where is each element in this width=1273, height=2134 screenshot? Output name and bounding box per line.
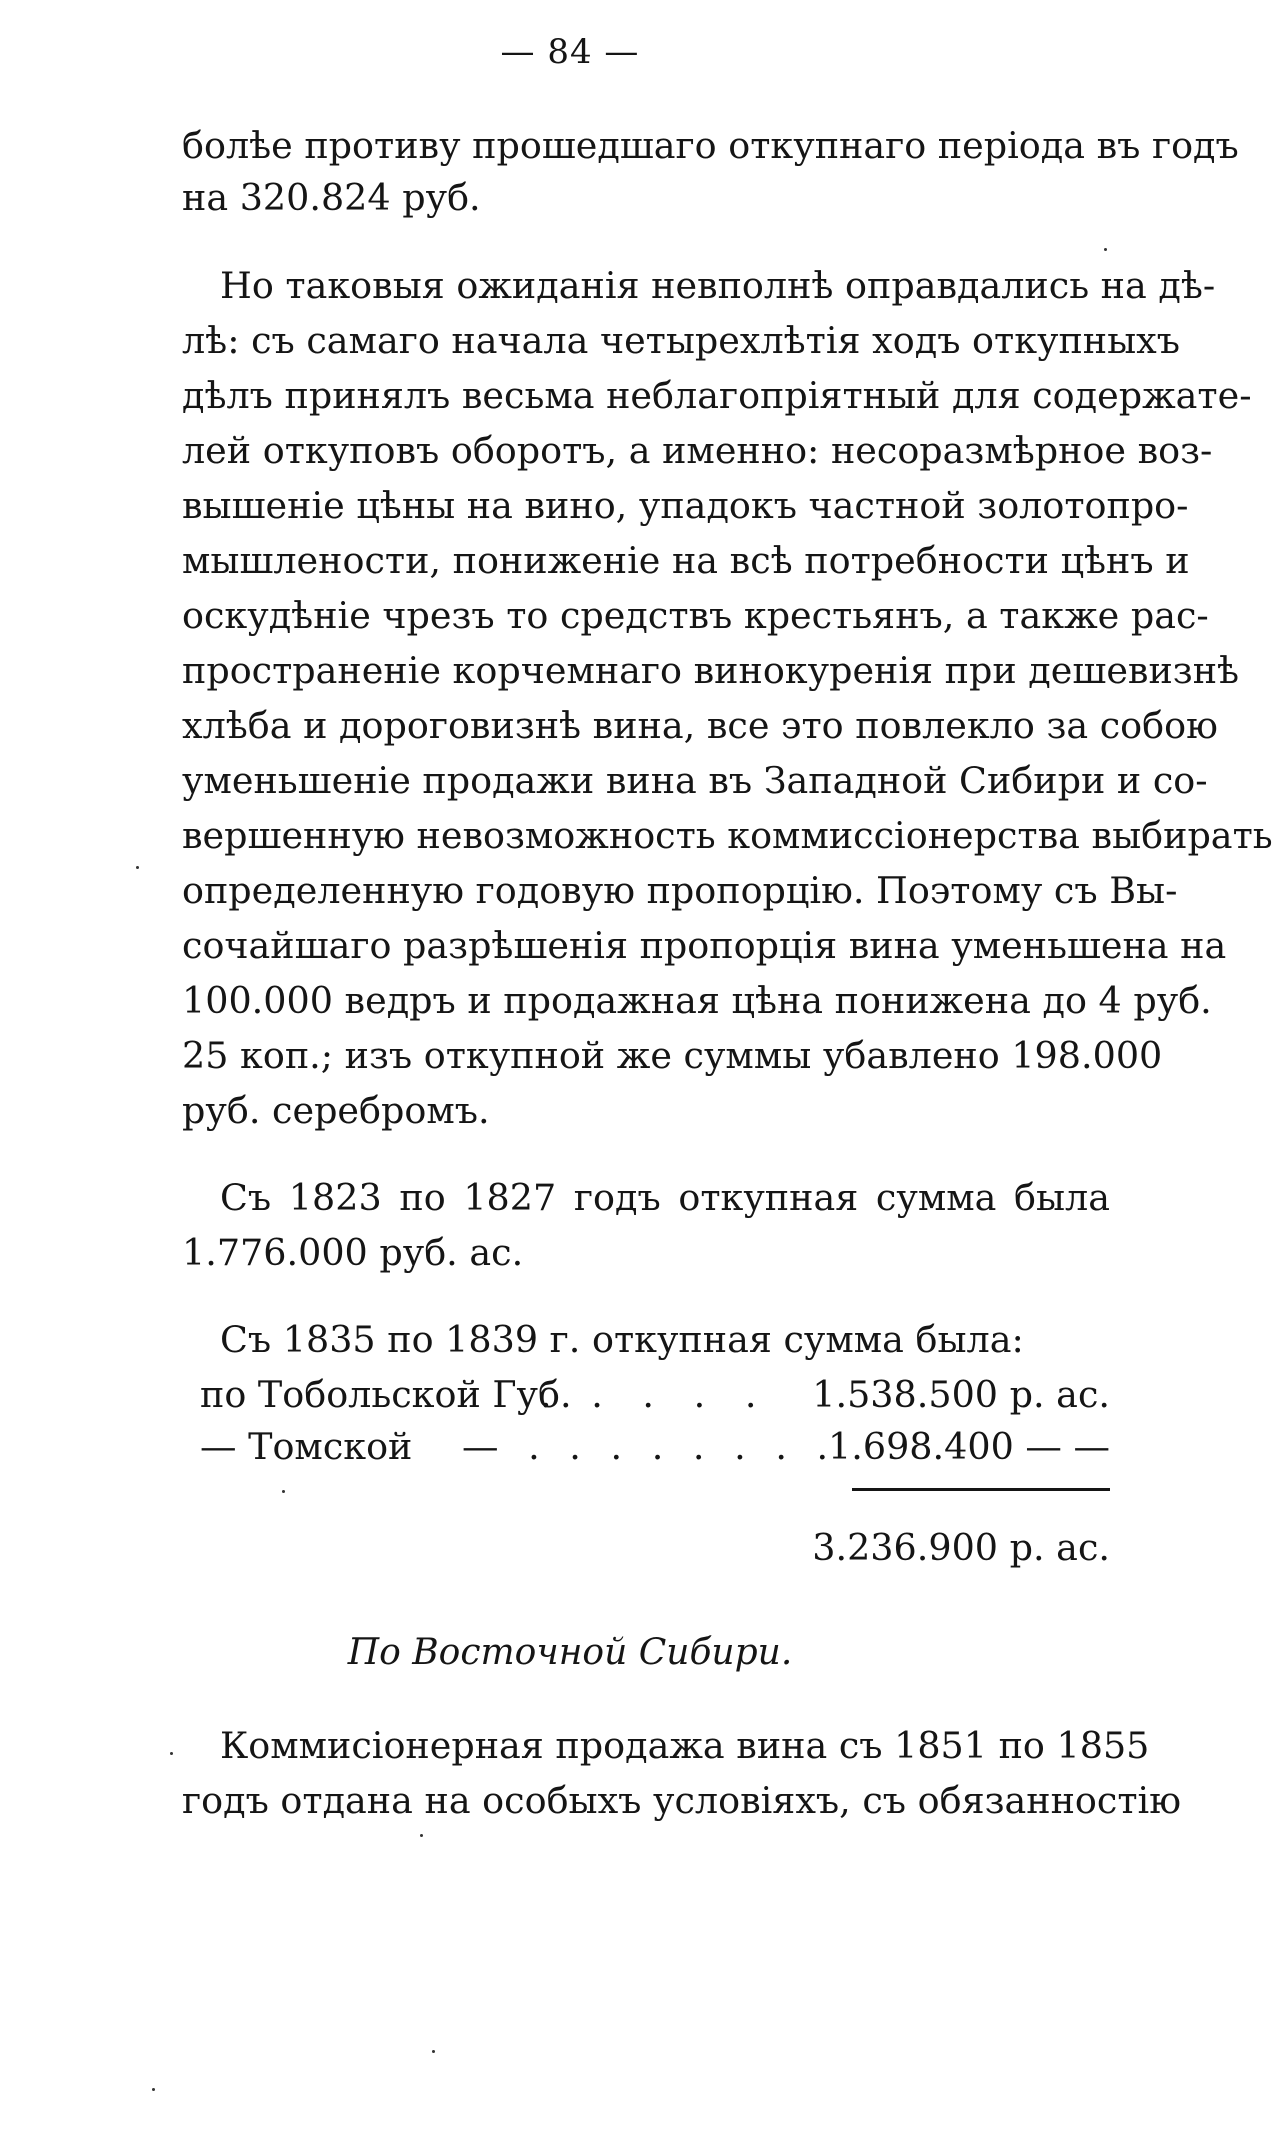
text-line: уменьшеніе продажи вина въ Западной Сибири и со-	[182, 759, 1208, 802]
text-line: 1.776.000 руб. ас.	[182, 1231, 524, 1274]
text-line: 100.000 ведръ и продажная цѣна понижена до 4 руб.	[182, 979, 1212, 1022]
sum-rule	[852, 1488, 1110, 1491]
text-line: годъ отдана на особыхъ условіяхъ, съ обязанностію	[182, 1779, 1181, 1822]
scan-speck	[282, 1490, 285, 1493]
text-line: хлѣба и дороговизнѣ вина, все это повлекло за собою	[182, 704, 1218, 747]
table-intro: Съ 1835 по 1839 г. откупная сумма была:	[220, 1318, 1024, 1361]
scan-speck	[136, 866, 139, 869]
row-label: по Тобольской Губ.	[200, 1373, 572, 1416]
text-line: Но таковыя ожиданія невполнѣ оправдались на дѣ-	[220, 264, 1216, 307]
text-line: руб. серебромъ.	[182, 1089, 490, 1132]
table-row	[200, 1421, 1110, 1473]
text-line: болѣе противу прошедшаго откупнаго періода въ годъ	[182, 124, 1239, 167]
leader-dots: — . . . . . . . .	[462, 1425, 838, 1468]
text-line: дѣлъ принялъ весьма неблагопріятный для содержате-	[182, 374, 1252, 417]
section-heading: По Восточной Сибири.	[347, 1632, 793, 1673]
text-line: лѣ: съ самаго начала четырехлѣтія ходъ откупныхъ	[182, 319, 1180, 362]
row-amount: 1.698.400 — —	[828, 1425, 1110, 1468]
text-line: Съ 1823 по 1827 годъ откупная сумма была	[220, 1176, 1110, 1219]
row-amount: 1.538.500 р. ас.	[812, 1373, 1110, 1416]
page-number: — 84 —	[500, 32, 640, 72]
text-line: вершенную невозможность коммиссіонерства выбирать	[182, 814, 1273, 857]
scan-speck	[152, 2088, 155, 2091]
scan-speck	[170, 1752, 173, 1755]
text-line: оскудѣніе чрезъ то средствъ крестьянъ, а также рас-	[182, 594, 1209, 637]
scan-speck	[432, 2050, 435, 2053]
text-line: лей откуповъ оборотъ, а именно: несоразмѣрное воз-	[182, 429, 1213, 472]
text-line: Коммисіонерная продажа вина съ 1851 по 1855	[220, 1724, 1150, 1767]
text-line: пространеніе корчемнаго винокуренія при дешевизнѣ	[182, 649, 1240, 692]
text-line: сочайшаго разрѣшенія пропорція вина уменьшена на	[182, 924, 1227, 967]
text-line: определенную годовую пропорцію. Поэтому съ Вы-	[182, 869, 1178, 912]
text-line: мышлености, пониженіе на всѣ потребности цѣнъ и	[182, 539, 1190, 582]
text-line: на 320.824 руб.	[182, 176, 481, 219]
table-row	[200, 1369, 1110, 1421]
total-amount: 3.236.900 р. ас.	[812, 1526, 1110, 1569]
text-line: вышеніе цѣны на вино, упадокъ частной золотопро-	[182, 484, 1189, 527]
scan-speck	[420, 1834, 423, 1837]
text-line: 25 коп.; изъ откупной же суммы убавлено 198.000	[182, 1034, 1163, 1077]
leader-dots: . . . . .	[540, 1373, 771, 1416]
row-label: — Томской	[200, 1425, 413, 1468]
scan-speck	[1104, 248, 1107, 251]
